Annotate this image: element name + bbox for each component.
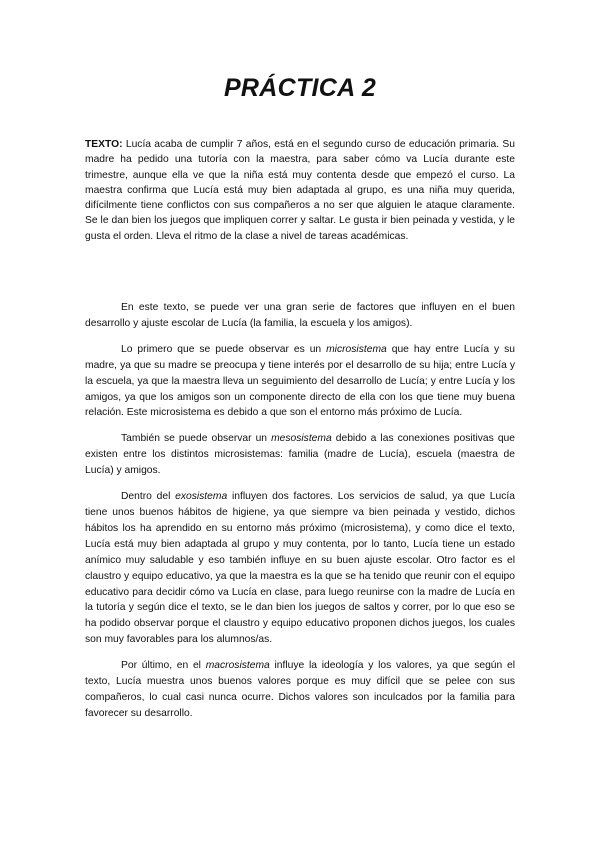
- p2-before: Lo primero que se puede observar es un: [121, 343, 327, 355]
- case-text-content: Lucía acaba de cumplir 7 años, está en el segundo curso de educación primaria. Su madre ha pedido una tutoría con la maestra, para saber cómo va Lucía durante este trimestre, aunque ella ve que la niña está muy contenta desde que empezó el curso. La maestra confirma que Lucía está muy bien adaptada al grupo, es una niña muy querida, difícilmente tiene conflictos con sus compañeros a no ser que alguien le ataque claramente. Se le dan bien los juegos que impliquen correr y saltar. Le gusta ir bien peinada y vestida, y le gusta el orden. Lleva el ritmo de la clase a nivel de tareas académicas.: [85, 139, 515, 242]
- p4-before: Dentro del: [121, 491, 176, 503]
- paragraph-mesosistema: [85, 431, 515, 479]
- paragraph-microsistema: [85, 342, 515, 422]
- term-macrosistema: macrosistema: [205, 660, 270, 672]
- paragraph-exosistema: [85, 489, 515, 648]
- term-exosistema: exosistema: [175, 491, 228, 503]
- paragraph-macrosistema: [85, 658, 515, 722]
- p3-before: También se puede observar un: [121, 433, 272, 445]
- paragraph-intro: En este texto, se puede ver una gran serie de factores que influyen en el buen desarrollo y ajuste escolar de Lucía (la familia, la escuela y los amigos).: [85, 302, 515, 329]
- case-text-label: TEXTO:: [85, 139, 123, 150]
- p4-after: influyen dos factores. Los servicios de salud, ya que Lucía tiene unos buenos hábitos de higiene, ya que siempre va bien peinada y vestido, dichos hábitos los ha aprendido en su entorno más próximo (microsistema), y como dice el texto, Lucía está muy bien adaptada al grupo y muy contenta, por lo tanto, Lucía tiene un estado anímico muy saludable y eso también influye en su buen ajuste escolar. Otro factor es el claustro y equipo educativo, ya que la maestra es la que se ha tenido que reunir con el equipo educativo para decidir cómo va Lucía en clase, para luego reunirse con la madre de Lucía en la tutoría y según dice el texto, se le dan bien los juegos de saltos y correr, por lo que eso se ha podido observar porque el claustro y equipo educativo proponen dichos juegos, los cuales son muy favorables para los alumnos/as.: [85, 491, 515, 646]
- term-microsistema: microsistema: [326, 343, 387, 355]
- p2-after: que hay entre Lucía y su madre, ya que su madre se preocupa y tiene interés por el desarrollo de su hija; entre Lucía y la escuela, ya que la maestra lleva un seguimiento del desarrollo de Lucía; y entre Lucía y los amigos, ya que los amigos son un componente directo de ella con los que tiene muy buena relación. Este microsistema es debido a que son el entorno más próximo de Lucía.: [85, 343, 515, 419]
- p3-after: debido a las conexiones positivas que existen entre los distintos microsistemas: familia (madre de Lucía), escuela (maestra de Lucía) y amigos.: [85, 433, 515, 477]
- p5-before: Por último, en el: [121, 660, 206, 672]
- analysis-body: [85, 300, 515, 732]
- term-mesosistema: mesosistema: [271, 433, 332, 445]
- p5-after: influye la ideología y los valores, ya que según el texto, Lucía muestra unos buenos valores porque es muy difícil que se pelee con sus compañeros, lo cual casi nunca ocurre. Dichos valores son inculcados por la familia para favorecer su desarrollo.: [85, 660, 515, 719]
- case-text-block: [85, 137, 515, 244]
- page-title: PRÁCTICA 2: [223, 74, 377, 102]
